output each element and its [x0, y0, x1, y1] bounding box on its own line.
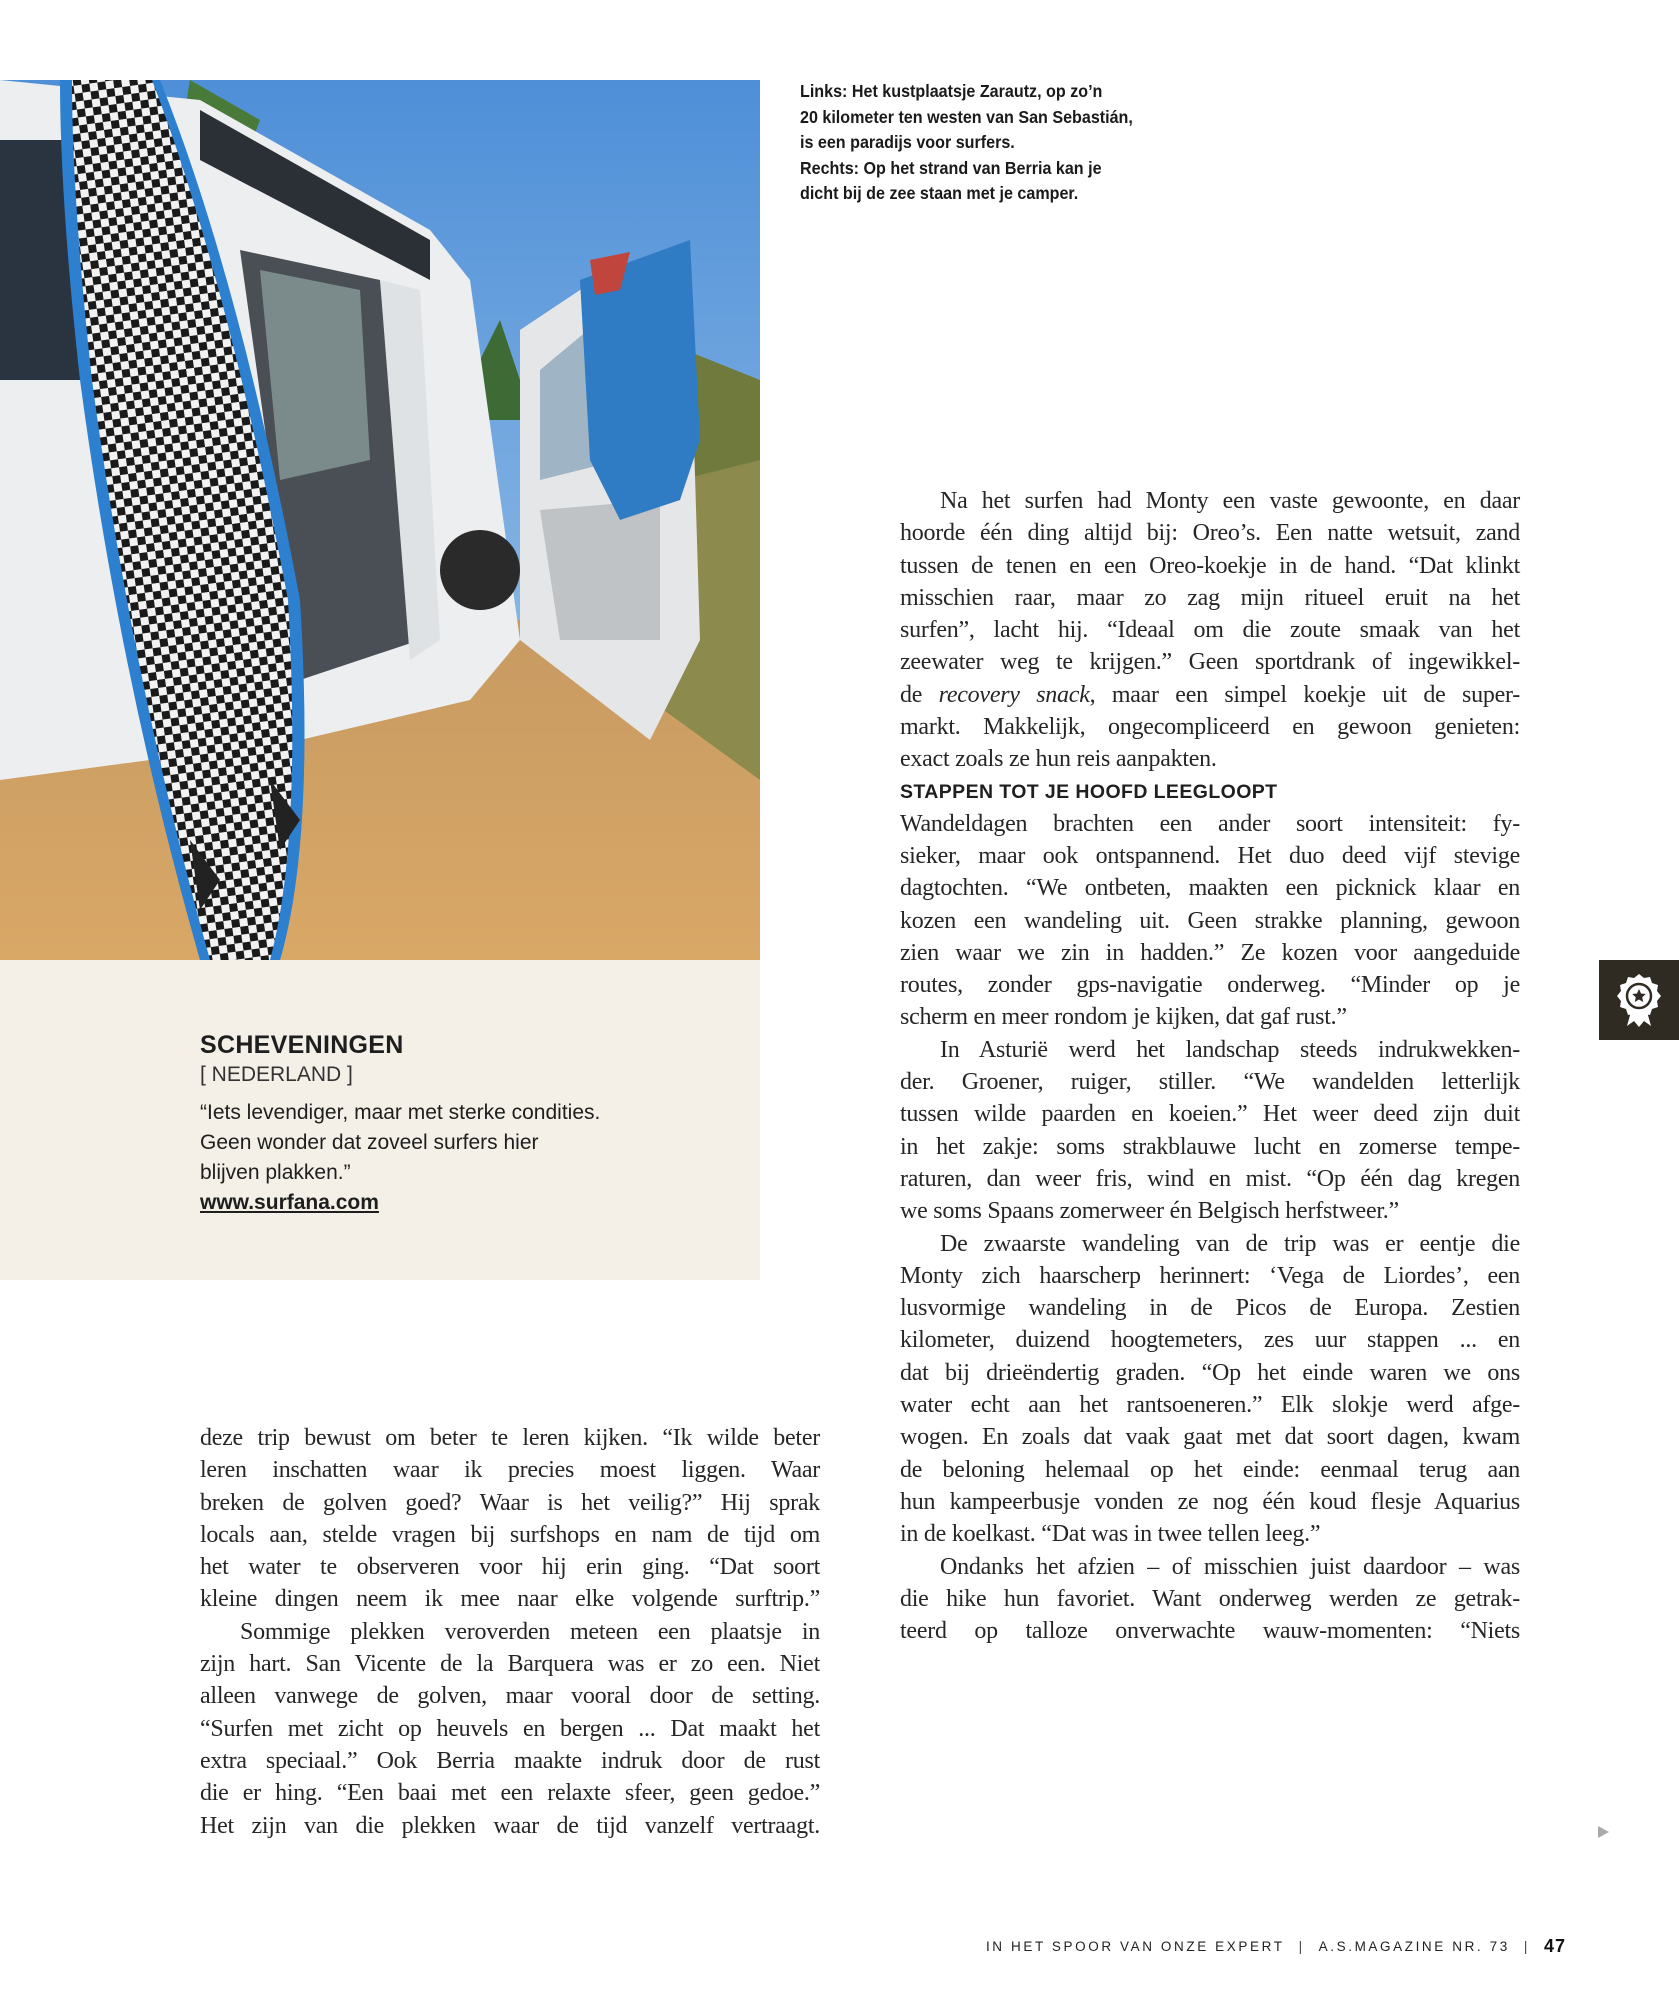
text-line: teerd op talloze onverwachte wauw-momenten: “Niets: [900, 1618, 1520, 1645]
footer-section: IN HET SPOOR VAN ONZE EXPERT: [985, 1939, 1285, 1954]
text-line: markt. Makkelijk, ongecompliceerd en gewoon genieten:: [900, 714, 1520, 741]
text-line: routes, zonder gps-navigatie onderweg. “Minder op je: [900, 972, 1520, 999]
text-line: in de koelkast. “Dat was in twee tellen leeg.”: [900, 1521, 1321, 1548]
text-line: Monty zich haarscherp herinnert: ‘Vega de Liordes’, een: [900, 1262, 1520, 1289]
caption-line: [800, 181, 1168, 207]
text-line: lusvormige wandeling in de Picos de Europa. Zestien: [900, 1295, 1520, 1322]
text-line: hoorde één ding altijd bij: Oreo’s. Een natte wetsuit, zand: [900, 520, 1520, 547]
text-line: deze trip bewust om beter te leren kijken. “Ik wilde beter: [200, 1425, 820, 1451]
italic-term: recovery snack: [938, 681, 1090, 708]
text-line: we soms Spaans zomerweer én Belgisch herfstweer.”: [900, 1198, 1399, 1225]
footer-separator: |: [1523, 1939, 1530, 1954]
spot-country: [ NEDERLAND ]: [200, 1063, 353, 1086]
text-line: water echt aan het rantsoeneren.” Elk slokje werd afge-: [900, 1392, 1520, 1419]
text-line: raturen, dan weer fris, wind en mist. “Op één dag kregen: [900, 1165, 1520, 1192]
text-line: kozen een wandeling uit. Geen strakke planning, gewoon: [900, 907, 1520, 934]
surf-spot-infobox: [0, 960, 760, 1280]
caption-label: Rechts:: [800, 157, 860, 178]
text-line: tussen de tenen en een Oreo-koekje in de hand. “Dat klinkt: [900, 552, 1520, 579]
footer-magazine: A.S.MAGAZINE NR. 73: [1318, 1939, 1510, 1954]
spot-website-link[interactable]: www.surfana.com: [200, 1191, 379, 1214]
quote-line: Geen wonder dat zoveel surfers hier: [200, 1131, 539, 1154]
camper-van-surfboard-photo: [0, 80, 760, 960]
article-column-left: [200, 1422, 820, 1842]
text-line: die er hing. “Een baai met een relaxte sfeer, geen gedoe.”: [200, 1780, 820, 1807]
text-line: der. Groener, ruiger, stiller. “We wandelden letterlijk: [900, 1069, 1520, 1096]
text-line: kilometer, duizend hoogtemeters, zes uur stappen ... en: [900, 1327, 1520, 1354]
text-line: dat bij drieëndertig graden. “Op het einde waren we ons: [900, 1359, 1520, 1386]
caption-text: Op het strand van Berria kan je: [859, 157, 1102, 178]
text-line: [900, 679, 1520, 711]
spot-title: SCHEVENINGEN: [200, 1031, 404, 1059]
article-column-right: [900, 485, 1520, 1647]
caption-line: [800, 79, 1168, 105]
text-segment: de: [900, 681, 939, 708]
text-line: wogen. En zoals dat vaak gaat met dat soort dagen, kwam: [900, 1424, 1520, 1451]
text-line: de beloning helemaal op het einde: eenmaal terug aan: [900, 1456, 1520, 1483]
caption-line: [800, 156, 1168, 182]
text-line: Het zijn van die plekken waar de tijd vanzelf vertraagt.: [200, 1812, 820, 1839]
text-line: in het zakje: soms strakblauwe lucht en zomerse tempe-: [900, 1133, 1520, 1160]
text-line: alleen vanwege de golven, maar vooral door de setting.: [200, 1683, 820, 1710]
text-line: zijn hart. San Vicente de la Barquera was er zo een. Niet: [200, 1651, 820, 1678]
text-line: Ondanks het afzien – of misschien juist daardoor – was: [940, 1553, 1520, 1580]
paragraph: [200, 1422, 820, 1616]
next-page-arrow-icon[interactable]: [1598, 1826, 1609, 1838]
side-badge: [1599, 960, 1679, 1040]
text-line: het water te observeren voor hij erin ging. “Dat soort: [200, 1554, 820, 1581]
text-line: extra speciaal.” Ook Berria maakte indruk door de rust: [200, 1747, 820, 1774]
text-line: exact zoals ze hun reis aanpakten.: [900, 746, 1217, 773]
text-line: hun kampeerbusje vonden ze nog één koud flesje Aquarius: [900, 1488, 1520, 1515]
caption-line: [800, 105, 1168, 131]
text-line: kleine dingen neem ik mee naar elke volgende surftrip.”: [200, 1586, 820, 1613]
text-line: die hike hun favoriet. Want onderweg werden ze getrak-: [900, 1585, 1520, 1612]
text-line: surfen”, lacht hij. “Ideaal om die zoute smaak van het: [900, 617, 1520, 644]
quote-line: blijven plakken.”: [200, 1161, 351, 1184]
caption-text: Het kustplaatsje Zarautz, op zo’n: [847, 81, 1103, 101]
paragraph: [900, 1034, 1520, 1228]
paragraph: [900, 1228, 1520, 1551]
text-line: scherm en meer rondom je kijken, dat gaf rust.”: [900, 1004, 1347, 1031]
text-line: zeewater weg te krijgen.” Geen sportdrank of ingewikkel-: [900, 649, 1520, 676]
caption-text: is een paradijs voor surfers.: [800, 132, 1015, 152]
caption-text: dicht bij de zee staan met je camper.: [800, 183, 1079, 203]
footer-separator: |: [1298, 1939, 1305, 1954]
text-line: dagtochten. “We ontbeten, maakten een picknick klaar en: [900, 875, 1520, 902]
paragraph: [900, 1551, 1520, 1648]
page-number: 47: [1543, 1936, 1566, 1956]
text-line: “Surfen met zicht op heuvels en bergen ... Dat maakt het: [200, 1715, 820, 1742]
text-line: Sommige plekken veroverden meteen een plaatsje in: [240, 1618, 820, 1645]
text-line: locals aan, stelde vragen bij surfshops en nam de tijd om: [200, 1521, 820, 1548]
text-line: leren inschatten waar ik precies moest liggen. Waar: [200, 1457, 820, 1484]
text-segment: , maar een simpel koekje uit de super-: [1089, 681, 1520, 708]
text-line: zien waar we zin in hadden.” Ze kozen voor aangeduide: [900, 939, 1520, 966]
section-heading: STAPPEN TOT JE HOOFD LEEGLOOPT: [900, 780, 1278, 803]
text-line: tussen wilde paarden en koeien.” Het weer deed zijn duit: [900, 1101, 1520, 1128]
text-line: breken de golven goed? Waar is het veilig?” Hij sprak: [200, 1489, 820, 1516]
paragraph: [900, 485, 1520, 776]
spot-quote: [200, 1098, 720, 1188]
caption-line: [800, 130, 1168, 156]
text-line: sieker, maar ook ontspannend. Het duo deed vijf stevige: [900, 842, 1520, 869]
photo-caption: [800, 79, 1168, 207]
page-footer: [986, 1936, 1566, 1957]
award-ribbon-icon: [1599, 960, 1679, 1040]
quote-line: “Iets levendiger, maar met sterke condities.: [200, 1101, 601, 1124]
text-line: misschien raar, maar zo zag mijn ritueel eruit na het: [900, 584, 1520, 611]
text-line: De zwaarste wandeling van de trip was er eentje die: [940, 1230, 1520, 1257]
paragraph: [200, 1616, 820, 1842]
text-line: Na het surfen had Monty een vaste gewoonte, en daar: [940, 488, 1520, 514]
caption-text: 20 kilometer ten westen van San Sebastián,: [800, 106, 1133, 127]
paragraph: [900, 808, 1520, 1034]
caption-label: Links:: [800, 81, 848, 101]
text-line: Wandeldagen brachten een ander soort intensiteit: fy-: [900, 810, 1520, 837]
text-line: In Asturië werd het landschap steeds indrukwekken-: [940, 1036, 1520, 1063]
